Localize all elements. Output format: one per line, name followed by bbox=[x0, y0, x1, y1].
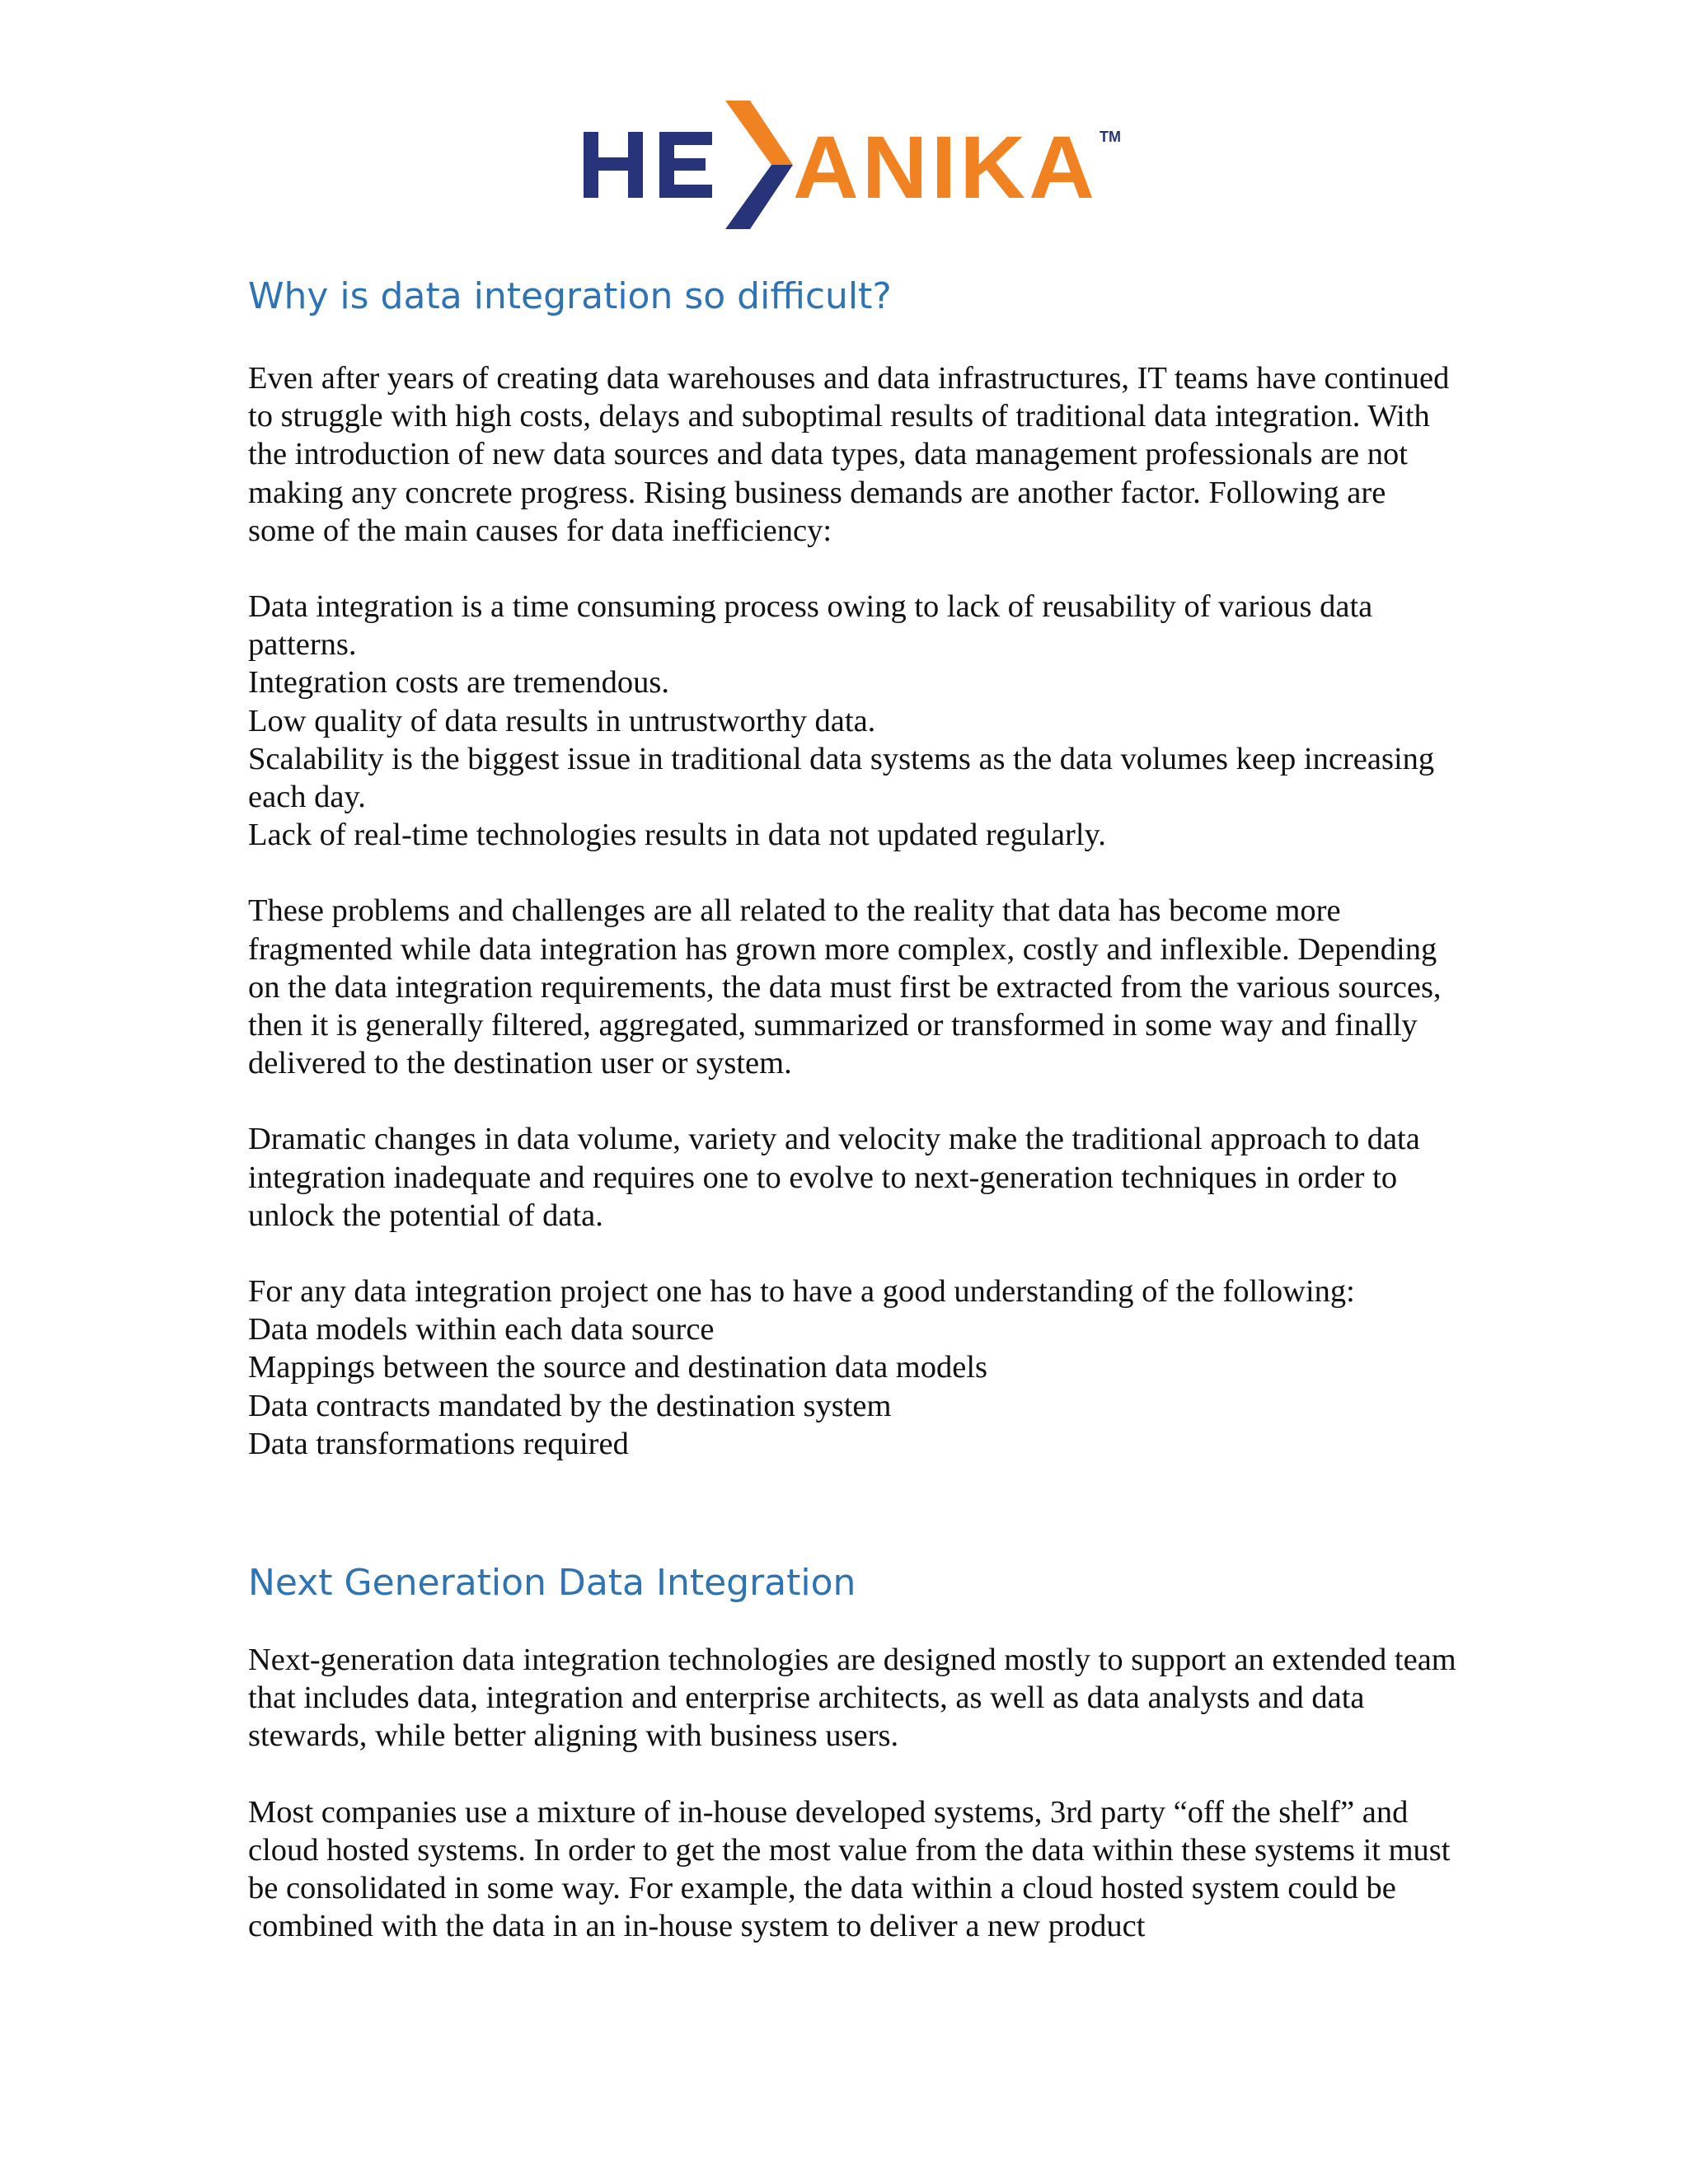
causes-list bbox=[248, 588, 1460, 854]
list-item: Lack of real-time technologies results in data not updated regularly. bbox=[248, 818, 1106, 853]
list-item: Data models within each data source bbox=[248, 1312, 715, 1347]
section-heading-next-generation: Next Generation Data Integration bbox=[248, 1562, 856, 1605]
understanding-intro: For any data integration project one has to have a good understanding of the following: bbox=[248, 1274, 1355, 1310]
logo-trademark: TM bbox=[1100, 129, 1121, 145]
challenges-paragraph: These problems and challenges are all related to the reality that data has become more fragmented while data integration has grown more complex, costly and inflexible. Depending on the data integration requirements, the data must first be extracted from the various sources, then it is generally filtered, aggregated, summarized or transformed in some way and finally delivered to the destination user or system. bbox=[248, 893, 1442, 1081]
list-item: Scalability is the biggest issue in traditional data systems as the data volumes keep increasing each day. bbox=[248, 741, 1435, 815]
list-item: Mappings between the source and destination data models bbox=[248, 1350, 988, 1385]
list-item: Data integration is a time consuming process owing to lack of reusability of various data patterns. bbox=[248, 589, 1373, 663]
next-gen-paragraph: Next-generation data integration technologies are designed mostly to support an extended team that includes data, integration and enterprise architects, as well as data analysts and data stewards, while better aligning with business users. bbox=[248, 1643, 1456, 1754]
document-body bbox=[248, 272, 1460, 1946]
section-heading-data-integration-difficulty: Why is data integration so difficult? bbox=[248, 275, 892, 317]
mixture-systems-paragraph: Most companies use a mixture of in-house developed systems, 3rd party “off the shelf” and cloud hosted systems. In order to get the most value from the data within these systems it must be consolidated in some way. For example, the data within a cloud hosted system could be combined with the data in an in-house system to deliver a new product bbox=[248, 1794, 1451, 1944]
hexanika-logo bbox=[577, 99, 1121, 231]
logo-letter-e bbox=[659, 132, 712, 198]
intro-paragraph: Even after years of creating data warehouses and data infrastructures, IT teams have continued to struggle with high costs, delays and suboptimal results of traditional data integration. With the introduction of new data sources and data types, data management professionals are not making any concrete progress. Rising business demands are another factor. Following are some of the main causes for data inefficiency: bbox=[248, 361, 1450, 548]
logo-letter-h bbox=[584, 132, 643, 198]
logo-x-mark bbox=[725, 101, 799, 229]
list-item: Data transformations required bbox=[248, 1426, 629, 1461]
list-item: Integration costs are tremendous. bbox=[248, 665, 670, 701]
logo-text-anika: ANIKA bbox=[793, 117, 1098, 217]
list-item: Data contracts mandated by the destination system bbox=[248, 1388, 892, 1423]
list-item: Low quality of data results in untrustworthy data. bbox=[248, 703, 876, 738]
volume-variety-paragraph: Dramatic changes in data volume, variety and velocity make the traditional approach to data integration inadequate and requires one to evolve to next-generation techniques in order to unlock the potential of data. bbox=[248, 1122, 1420, 1233]
understanding-list bbox=[248, 1272, 1460, 1463]
